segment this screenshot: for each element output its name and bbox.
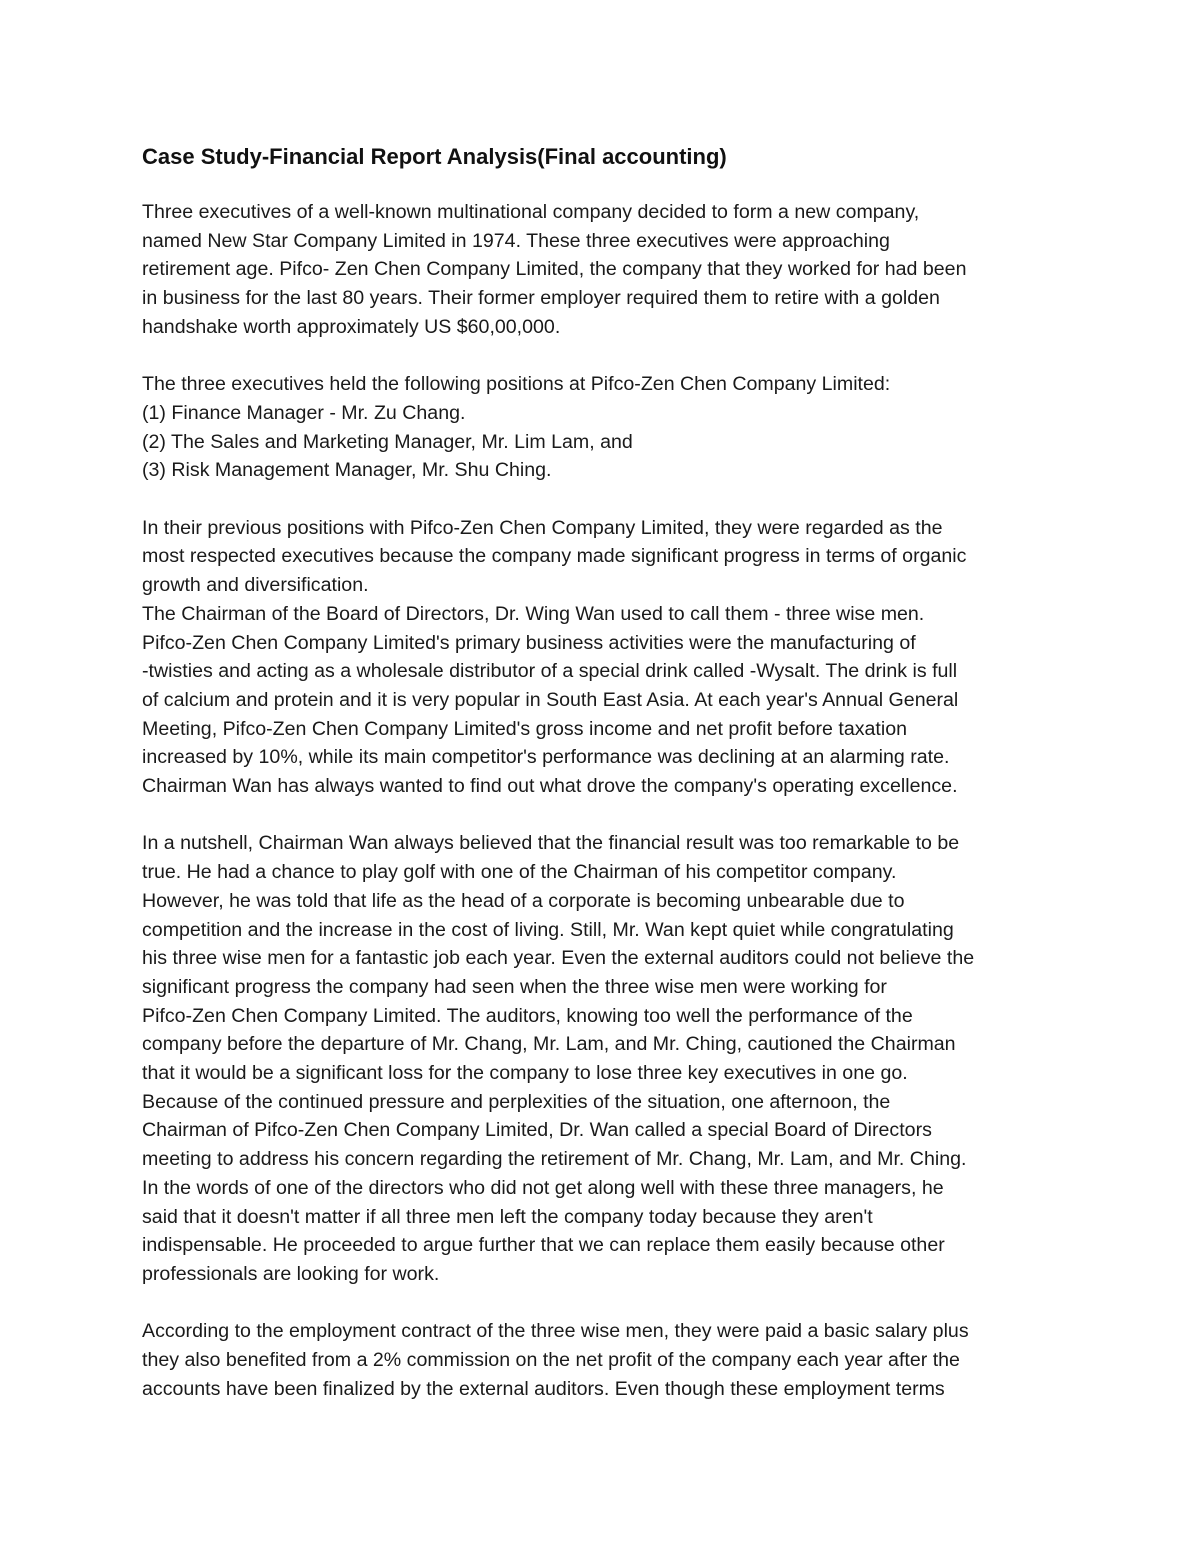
paragraph-gap	[142, 485, 1067, 514]
text-line: they also benefited from a 2% commission on the net profit of the company each year after the	[142, 1349, 960, 1372]
paragraph-gap	[142, 1289, 1067, 1318]
text-line: true. He had a chance to play golf with one of the Chairman of his competitor company.	[142, 861, 897, 884]
text-line: most respected executives because the company made significant progress in terms of organic	[142, 545, 967, 568]
list-item: (2) The Sales and Marketing Manager, Mr. Lim Lam, and	[142, 430, 633, 453]
text-line: retirement age. Pifco- Zen Chen Company Limited, the company that they worked for had been	[142, 258, 967, 281]
text-line: Chairman Wan has always wanted to find out what drove the company's operating excellence.	[142, 775, 958, 798]
text-line: The three executives held the following positions at Pifco-Zen Chen Company Limited:	[142, 373, 891, 396]
text-line: However, he was told that life as the head of a corporate is becoming unbearable due to	[142, 889, 905, 912]
paragraph-positions	[142, 370, 1067, 485]
text-line: In the words of one of the directors who did not get along well with these three managers, he	[142, 1176, 944, 1199]
text-line: company before the departure of Mr. Chang, Mr. Lam, and Mr. Ching, cautioned the Chairman	[142, 1033, 956, 1056]
text-line: -twisties and acting as a wholesale distributor of a special drink called -Wysalt. The drink is full	[142, 660, 958, 683]
text-line: Chairman of Pifco-Zen Chen Company Limited, Dr. Wan called a special Board of Directors	[142, 1119, 932, 1142]
list-item: (1) Finance Manager - Mr. Zu Chang.	[142, 401, 466, 424]
text-line: According to the employment contract of the three wise men, they were paid a basic salary plus	[142, 1320, 969, 1343]
text-line: increased by 10%, while its main competitor's performance was declining at an alarming rate.	[142, 746, 950, 769]
text-line: Meeting, Pifco-Zen Chen Company Limited's gross income and net profit before taxation	[142, 717, 908, 740]
text-line: Pifco-Zen Chen Company Limited's primary business activities were the manufacturing of	[142, 631, 916, 654]
paragraph-intro	[142, 198, 1067, 342]
text-line: in business for the last 80 years. Their former employer required them to retire with a golden	[142, 287, 940, 310]
text-line: indispensable. He proceeded to argue further that we can replace them easily because other	[142, 1234, 945, 1257]
text-line: growth and diversification.	[142, 574, 369, 597]
paragraph-gap	[142, 801, 1067, 830]
text-line: named New Star Company Limited in 1974. These three executives were approaching	[142, 229, 890, 252]
paragraph-gap	[142, 342, 1067, 371]
document-title: Case Study-Financial Report Analysis(Final accounting)	[142, 144, 727, 169]
text-line: that it would be a significant loss for the company to lose three key executives in one go.	[142, 1062, 908, 1085]
text-line: Three executives of a well-known multinational company decided to form a new company,	[142, 201, 920, 223]
text-line: competition and the increase in the cost of living. Still, Mr. Wan kept quiet while congratulating	[142, 918, 954, 941]
text-line: his three wise men for a fantastic job each year. Even the external auditors could not believe the	[142, 947, 975, 970]
text-line: meeting to address his concern regarding the retirement of Mr. Chang, Mr. Lam, and Mr. Ching.	[142, 1148, 967, 1171]
text-line: professionals are looking for work.	[142, 1262, 440, 1285]
text-line: accounts have been finalized by the external auditors. Even though these employment terms	[142, 1377, 945, 1400]
text-line: The Chairman of the Board of Directors, Dr. Wing Wan used to call them - three wise men.	[142, 602, 925, 625]
paragraph-background	[142, 514, 1067, 801]
document-body	[142, 140, 1067, 1403]
text-line: In a nutshell, Chairman Wan always believed that the financial result was too remarkable to be	[142, 832, 960, 855]
text-line: of calcium and protein and it is very popular in South East Asia. At each year's Annual General	[142, 688, 959, 711]
text-line: handshake worth approximately US $60,00,000.	[142, 315, 561, 338]
paragraph-nutshell	[142, 829, 1067, 1288]
text-line: In their previous positions with Pifco-Zen Chen Company Limited, they were regarded as the	[142, 516, 943, 539]
list-item: (3) Risk Management Manager, Mr. Shu Ching.	[142, 459, 552, 482]
text-line: said that it doesn't matter if all three men left the company today because they aren't	[142, 1205, 873, 1228]
paragraph-contract	[142, 1317, 1067, 1403]
text-line: Pifco-Zen Chen Company Limited. The auditors, knowing too well the performance of the	[142, 1004, 913, 1027]
text-line: significant progress the company had seen when the three wise men were working for	[142, 975, 887, 998]
text-line: Because of the continued pressure and perplexities of the situation, one afternoon, the	[142, 1090, 891, 1113]
